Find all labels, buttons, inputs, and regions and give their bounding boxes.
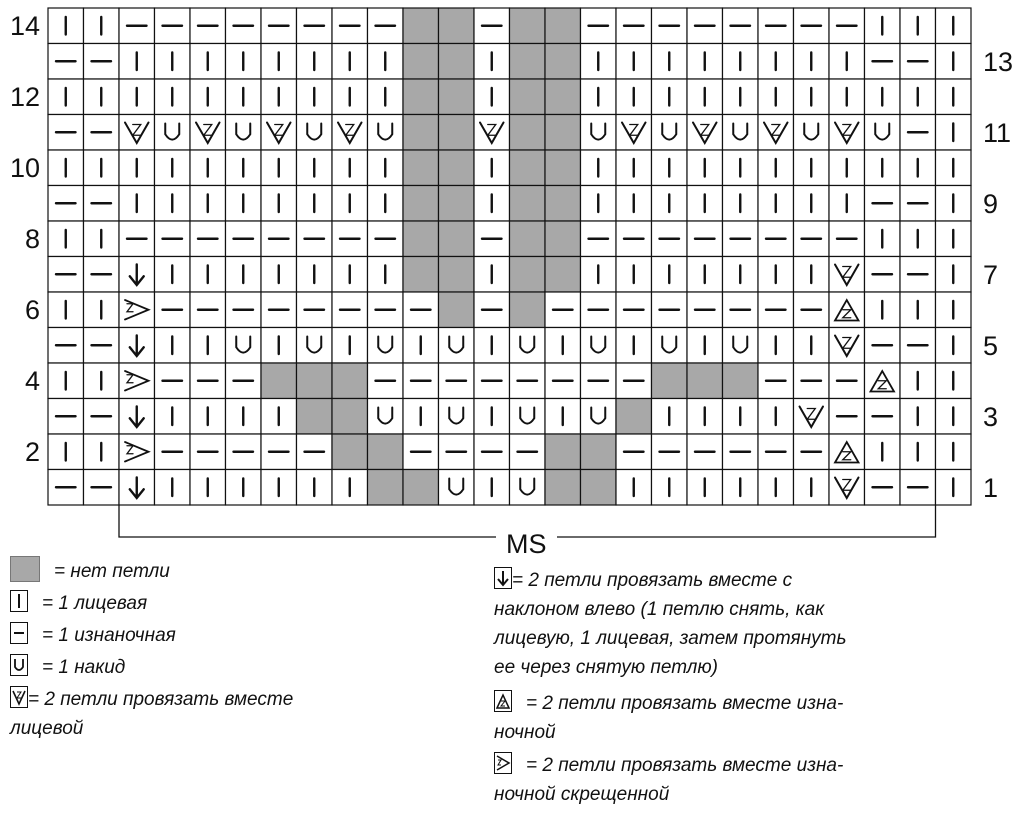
legend-p2tog-tbl bbox=[494, 751, 843, 809]
legend-knit-text: = 1 лицевая bbox=[42, 593, 148, 614]
legend-k2tog bbox=[10, 685, 293, 743]
legend-purl-text: = 1 изнаночная bbox=[42, 625, 176, 646]
cell-r4-c18 bbox=[652, 363, 688, 399]
cell-r2-c16 bbox=[581, 434, 617, 470]
cell-r10-c12 bbox=[439, 150, 475, 186]
legend-ssk-text: = 2 петли провязать вместе с наклоном влево (1 петлю снять, как лицевую, 1 лицевая, затем протянуть ее через снятую петлю) bbox=[494, 570, 847, 678]
legend-ssk bbox=[494, 566, 846, 682]
row-number-left: 14 bbox=[9, 11, 40, 41]
knit-symbol-icon bbox=[10, 590, 28, 612]
cell-r12-c14 bbox=[510, 79, 546, 115]
cell-r11-c6 bbox=[226, 115, 262, 151]
cell-r6-c14 bbox=[510, 292, 546, 328]
legend-purl bbox=[10, 621, 176, 650]
row-number-left: 2 bbox=[24, 437, 40, 467]
cell-r11-c15 bbox=[545, 115, 581, 151]
cell-r14-c11 bbox=[403, 8, 439, 44]
cell-r1-c15 bbox=[545, 470, 581, 506]
cell-r11-c8 bbox=[297, 115, 333, 151]
cell-r11-c22 bbox=[794, 115, 830, 151]
row-number-right: 3 bbox=[983, 401, 999, 432]
cell-r4-c20 bbox=[723, 363, 759, 399]
cell-r7-c15 bbox=[545, 257, 581, 293]
cell-r7-c14 bbox=[510, 257, 546, 293]
cell-r7-c12 bbox=[439, 257, 475, 293]
cell-r14-c12 bbox=[439, 8, 475, 44]
cell-r13-c12 bbox=[439, 44, 475, 80]
cell-r3-c14 bbox=[510, 399, 546, 435]
k2tog-symbol-icon bbox=[10, 686, 28, 708]
row-number-left: 10 bbox=[9, 153, 40, 183]
cell-r3-c12 bbox=[439, 399, 475, 435]
p2tog-tbl-symbol-icon bbox=[494, 752, 512, 774]
cell-r1-c11 bbox=[403, 470, 439, 506]
row-number-right: 11 bbox=[983, 117, 1012, 148]
cell-r11-c24 bbox=[865, 115, 901, 151]
cell-r8-c15 bbox=[545, 221, 581, 257]
cell-r10-c11 bbox=[403, 150, 439, 186]
cell-r5-c6 bbox=[226, 328, 262, 364]
legend-knit bbox=[10, 589, 147, 618]
row-number-left: 4 bbox=[24, 366, 40, 396]
cell-r5-c14 bbox=[510, 328, 546, 364]
cell-r4-c7 bbox=[261, 363, 297, 399]
cell-r11-c12 bbox=[439, 115, 475, 151]
cell-r3-c9 bbox=[332, 399, 368, 435]
cell-r2-c10 bbox=[368, 434, 404, 470]
cell-r9-c11 bbox=[403, 186, 439, 222]
cell-r3-c16 bbox=[581, 399, 617, 435]
row-number-right: 5 bbox=[983, 330, 999, 361]
row-number-left: 12 bbox=[9, 82, 40, 112]
cell-r13-c11 bbox=[403, 44, 439, 80]
cell-r1-c16 bbox=[581, 470, 617, 506]
cell-r11-c16 bbox=[581, 115, 617, 151]
cell-r12-c11 bbox=[403, 79, 439, 115]
cell-r12-c15 bbox=[545, 79, 581, 115]
cell-r3-c8 bbox=[297, 399, 333, 435]
cell-r11-c10 bbox=[368, 115, 404, 151]
cell-r3-c10 bbox=[368, 399, 404, 435]
legend-no-stitch-text: = нет петли bbox=[54, 561, 170, 582]
cell-r9-c15 bbox=[545, 186, 581, 222]
cell-r11-c4 bbox=[155, 115, 191, 151]
cell-r2-c9 bbox=[332, 434, 368, 470]
cell-r9-c14 bbox=[510, 186, 546, 222]
cell-r1-c10 bbox=[368, 470, 404, 506]
cell-r11-c14 bbox=[510, 115, 546, 151]
cell-r6-c12 bbox=[439, 292, 475, 328]
legend-no-stitch bbox=[10, 556, 170, 586]
p2tog-symbol-icon bbox=[494, 690, 512, 712]
cell-r1-c14 bbox=[510, 470, 546, 506]
cell-r5-c8 bbox=[297, 328, 333, 364]
repeat-label: MS bbox=[496, 531, 557, 558]
yarn-over-symbol-icon bbox=[10, 654, 28, 676]
row-number-right: 9 bbox=[983, 188, 999, 219]
row-number-left: 8 bbox=[24, 224, 40, 254]
cell-r8-c12 bbox=[439, 221, 475, 257]
cell-r4-c19 bbox=[687, 363, 723, 399]
cell-r4-c9 bbox=[332, 363, 368, 399]
row-number-right: 1 bbox=[983, 472, 999, 503]
cell-r12-c12 bbox=[439, 79, 475, 115]
cell-r5-c16 bbox=[581, 328, 617, 364]
cell-r8-c11 bbox=[403, 221, 439, 257]
legend-p2tog bbox=[494, 689, 843, 747]
cell-r3-c17 bbox=[616, 399, 652, 435]
cell-r2-c15 bbox=[545, 434, 581, 470]
cell-r11-c11 bbox=[403, 115, 439, 151]
cell-r1-c12 bbox=[439, 470, 475, 506]
cell-r5-c20 bbox=[723, 328, 759, 364]
cell-r14-c15 bbox=[545, 8, 581, 44]
cell-r10-c15 bbox=[545, 150, 581, 186]
legend-k2tog-text: = 2 петли провязать вместе лицевой bbox=[10, 689, 294, 739]
cell-r8-c14 bbox=[510, 221, 546, 257]
cell-r9-c12 bbox=[439, 186, 475, 222]
row-number-left: 6 bbox=[24, 295, 40, 325]
legend-yarn-over bbox=[10, 653, 125, 682]
ssk-symbol-icon bbox=[494, 567, 512, 589]
cell-r11-c20 bbox=[723, 115, 759, 151]
cell-r11-c18 bbox=[652, 115, 688, 151]
cell-r13-c15 bbox=[545, 44, 581, 80]
no-stitch-swatch bbox=[10, 556, 40, 582]
cell-r5-c18 bbox=[652, 328, 688, 364]
cell-r4-c8 bbox=[297, 363, 333, 399]
legend-p2tog-tbl-text: = 2 петли провязать вместе изна- ночной скрещенной bbox=[494, 755, 844, 805]
cell-r5-c10 bbox=[368, 328, 404, 364]
legend-p2tog-text: = 2 петли провязать вместе изна- ночной bbox=[494, 693, 844, 743]
cell-r10-c14 bbox=[510, 150, 546, 186]
row-number-right: 7 bbox=[983, 259, 999, 290]
cell-r5-c12 bbox=[439, 328, 475, 364]
cell-r13-c14 bbox=[510, 44, 546, 80]
cell-r14-c14 bbox=[510, 8, 546, 44]
row-number-right: 13 bbox=[983, 46, 1013, 77]
cell-r7-c11 bbox=[403, 257, 439, 293]
purl-symbol-icon bbox=[10, 622, 28, 644]
legend-yarn-over-text: = 1 накид bbox=[42, 657, 126, 678]
